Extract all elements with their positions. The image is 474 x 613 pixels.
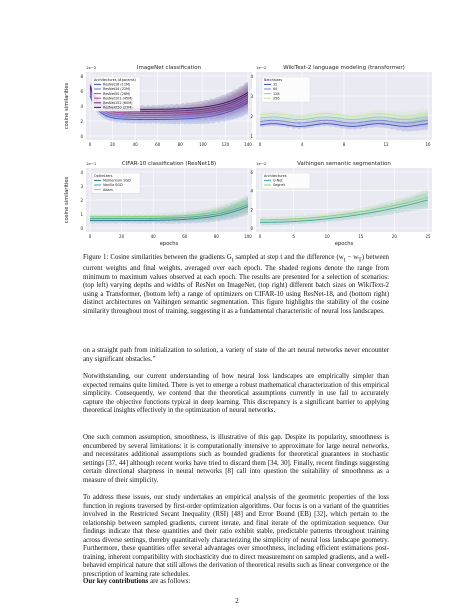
x-tick-label: 12	[383, 142, 389, 147]
panel-title: WikiText-2 language modeling (transformer)	[283, 65, 405, 71]
x-tick-label: 20	[391, 234, 397, 239]
x-tick-label: 25	[425, 234, 431, 239]
y-tick-label: 4	[250, 188, 253, 194]
panel-title: ImageNet classification	[136, 65, 202, 71]
paragraph-2: One such common assumption, smoothness, is illustrative of this gap. Despite its popularity, smoothness is encumbered by several limitations: it is computationally intensive to approximate for large neural networks, and necessitates additional assumptions such as bounded gradients for theoretical guarantees in stochastic settings [37, 44] although recent works have tried to discard them [34, 30]. Finally, recent findings suggesting certain directional sharpness in neural networks [8] call into question the suitability of smoothness as a measure of their simplicity.	[83, 434, 389, 484]
x-tick-label: 80	[177, 142, 183, 147]
x-tick-label: 15	[358, 234, 364, 239]
y-tick-label: 8	[80, 74, 83, 79]
legend-label: ResNeXt50 (25M)	[103, 105, 133, 110]
panel-title: CIFAR-10 classification (ResNet18)	[121, 161, 217, 167]
x-tick-label: 80	[213, 234, 219, 239]
caption-head: Figure 1: Cosine similarities between the gradients G	[83, 254, 232, 261]
legend-label: Adam	[103, 187, 113, 192]
legend-label: ResNet18 (11M)	[103, 82, 131, 87]
legend-label: Vanilla SGD	[103, 183, 123, 188]
x-tick-label: 8	[342, 142, 346, 147]
legend-label: Segnet	[273, 183, 285, 188]
y-tick-label: 2	[250, 114, 253, 119]
caption-sub: t	[343, 257, 346, 264]
x-tick-label: 0	[258, 142, 262, 147]
legend-title: Batchsizes	[264, 78, 283, 82]
legend-label: ResNet101 (45M)	[103, 96, 133, 101]
y-tick-label: 2	[80, 198, 83, 203]
axis-exponent: 1e−1	[86, 161, 97, 166]
paragraph-3: To address these issues, our study undertakes an empirical analysis of the geometric properties of the loss function in regions traversed by first-order optimization algorithms. Our focus is on a variant of the quantities involved in the Restricted Secant Inequality (RSI) [48] and Error Bound (EB) [32], which pertain to the relationship between sampled gradients, current iterate, and final iterate of the optimization sequence. Our findings indicate that these quantities and their ratio exhibit stable, predictable patterns throughout training across diverse settings, thereby quantitatively characterizing the simplicity of neural loss landscape geometry. Furthermore, these quantities offer several advantages over smoothness, including efficient estimations post-training, inherent compatibility with stochasticity due to direct measurement on sampled gradients, and a well-behaved empirical nature that still allows the derivation of theoretical results such as linear convergence or the prescription of learning rate schedules.	[83, 494, 389, 578]
x-tick-label: 16	[425, 142, 431, 147]
y-tick-label: 0	[250, 226, 253, 231]
legend-label: U-Net	[273, 178, 283, 183]
page-number: 2	[235, 597, 239, 605]
x-tick-label: 60	[182, 234, 188, 239]
legend-label: ResNet152 (60M)	[103, 101, 133, 105]
y-tick-label: 0	[80, 134, 83, 139]
y-axis-label: cosine similarities	[64, 82, 70, 130]
figure-1-plots	[50, 60, 436, 252]
y-tick-label: 3	[80, 184, 83, 189]
y-tick-label: 0	[80, 226, 83, 231]
x-tick-label: 40	[132, 142, 138, 147]
x-tick-label: 10	[324, 234, 330, 239]
axis-exponent: 1e−2	[256, 161, 267, 166]
paragraph-0: on a straight path from initialization to solution, a variety of state of the art neural networks never encounter any significant obstacles.”	[83, 347, 389, 363]
x-tick-label: 120	[221, 142, 230, 147]
x-tick-label: 0	[258, 234, 262, 239]
figure-caption	[83, 254, 389, 317]
x-tick-label: 100	[199, 142, 207, 147]
caption-mid: sampled at step t and the difference (w	[233, 254, 344, 261]
x-tick-label: 0	[88, 234, 92, 239]
x-tick-label: 20	[119, 234, 125, 239]
x-tick-label: 100	[244, 234, 252, 239]
legend-label: Momentum SGD	[103, 178, 131, 183]
legend-label: ResNet50 (26M)	[103, 91, 131, 96]
y-tick-label: 1	[250, 134, 253, 139]
legend-label: 64	[273, 87, 278, 92]
y-tick-label: 4	[80, 104, 83, 109]
x-tick-label: 0	[88, 142, 92, 147]
legend-label: ResNet34 (22M)	[103, 87, 131, 92]
y-tick-label: 3	[250, 94, 253, 99]
axis-exponent: 1e−2	[256, 65, 267, 70]
caption-sub: T	[358, 257, 362, 264]
legend-title: Architectures (#params)	[94, 78, 136, 82]
axis-exponent: 1e−2	[86, 65, 97, 70]
legend-title: Architectures	[264, 174, 287, 178]
panel-title: Vaihingen semantic segmentation	[297, 161, 391, 167]
x-tick-label: 20	[110, 142, 116, 147]
legend-label: 32	[273, 82, 278, 87]
y-tick-label: 4	[80, 170, 83, 175]
y-tick-label: 4	[250, 74, 253, 79]
contributions-line	[83, 578, 389, 587]
y-tick-label: 6	[80, 89, 83, 94]
y-axis-label: cosine similarities	[64, 176, 70, 224]
y-tick-label: 6	[250, 170, 253, 175]
x-tick-label: 60	[155, 142, 161, 147]
legend-label: 128	[273, 91, 280, 96]
x-tick-label: 4	[300, 142, 304, 147]
paragraph-1: Notwithstanding, our current understanding of how neural loss landscapes are empirically simpler than expected remains quite limited. There is yet to emerge a robust mathematical characterization of this empirical simplicity. Consequently, we contend that the theoretical assumptions currently in use fail to accurately capture the objective functions typical in deep learning. This discrepancy is a significant barrier to applying theoretical insights effectively in the optimization of neural networks.	[83, 373, 389, 415]
x-axis-label: epochs	[159, 241, 179, 247]
contributions-label: Our key contributions	[83, 578, 149, 585]
x-tick-label: 40	[150, 234, 156, 239]
legend-title: Optimizers	[94, 174, 113, 178]
x-tick-label: 5	[292, 234, 295, 239]
y-tick-label: 1	[80, 212, 83, 217]
figure-1	[50, 60, 436, 252]
y-tick-label: 2	[80, 119, 83, 124]
caption-sub: t	[231, 257, 234, 264]
legend-label: 256	[273, 96, 280, 101]
x-axis-label: epochs	[334, 241, 354, 247]
contributions-tail: are as follows:	[148, 578, 191, 585]
x-tick-label: 140	[244, 142, 252, 147]
y-tick-label: 2	[250, 207, 253, 213]
caption-tail: ) between current weights and final weights, averaged over each epoch. The shaded regions denote the range from minimum to maximum values observed at each epoch. The results are presented for a selection of scenarios: (top left) varying depths and widths of ResNet on ImageNet, (top right) different batch sizes on WikiText-2 using a Transformer, (bottom left) a range of optimizers on CIFAR-10 using ResNet-18, and (bottom right) distinct architectures on Vaihingen semantic segmentation. This figure highlights the stability of the cosine similarity throughout most of training, suggesting it as a fundamental characteristic of neural loss landscapes.	[83, 254, 390, 315]
caption-minus: − w	[345, 254, 359, 261]
